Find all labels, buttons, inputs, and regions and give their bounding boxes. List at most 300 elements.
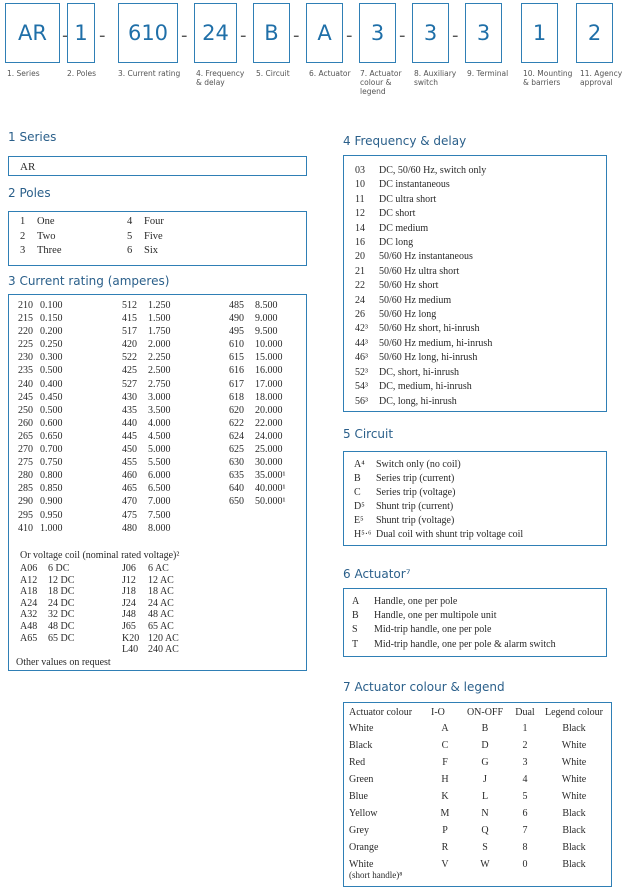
value: 65 AC xyxy=(148,620,174,632)
frequency-row xyxy=(355,250,492,264)
colour-cell: 0 xyxy=(522,859,528,870)
code-series: AR xyxy=(5,3,60,63)
value: 8.000 xyxy=(148,522,171,534)
label-actuator: 6. Actuator xyxy=(309,69,351,78)
actuator-title: 6 Actuator⁷ xyxy=(343,567,411,581)
frequency-row xyxy=(355,366,492,380)
circuit-row xyxy=(354,528,523,542)
pole-code: 2 xyxy=(20,230,26,242)
code: 620 xyxy=(229,404,244,416)
value: 5.500 xyxy=(148,457,171,469)
current-row xyxy=(122,430,171,443)
colour-cell: Grey xyxy=(349,825,369,836)
series-value: AR xyxy=(20,161,36,173)
code: 445 xyxy=(122,430,137,442)
label-auxiliary: 8. Auxiliary switch xyxy=(414,69,457,87)
code: 270 xyxy=(18,444,33,456)
pole-name: Six xyxy=(144,245,159,256)
value: 4.000 xyxy=(148,417,171,429)
current-row xyxy=(122,312,171,325)
code-separator: - xyxy=(452,25,459,46)
value: 32 DC xyxy=(48,609,75,621)
value: 50/60 Hz medium, hi-inrush xyxy=(379,337,493,349)
code: S xyxy=(352,624,358,636)
colour-cell: 5 xyxy=(522,791,528,802)
colour-cell: K xyxy=(441,791,449,802)
current-row xyxy=(18,351,63,364)
code: 517 xyxy=(122,326,137,338)
value: Dual coil with shunt trip voltage coil xyxy=(376,529,524,540)
value: 4.500 xyxy=(148,430,171,442)
value: 48 DC xyxy=(48,620,75,632)
code: 420 xyxy=(122,339,137,351)
colour-cell: White xyxy=(561,791,587,802)
code: J06 xyxy=(122,563,136,574)
colour-cell: V xyxy=(441,859,449,870)
current-row xyxy=(122,351,171,364)
value: 0.800 xyxy=(40,470,63,482)
colour-row xyxy=(349,839,609,856)
value: 30.000 xyxy=(255,457,283,469)
circuit-row xyxy=(354,500,523,514)
value: 65 DC xyxy=(48,632,75,644)
current-row xyxy=(229,443,286,456)
current-row xyxy=(229,404,286,417)
colour-cell: 6 xyxy=(522,808,528,819)
current-row xyxy=(229,417,286,430)
code: 14 xyxy=(355,222,365,234)
current-row xyxy=(229,351,286,364)
value: Mid-trip handle, one per pole & alarm switch xyxy=(374,638,556,650)
value: 120 AC xyxy=(148,632,179,644)
value: 0.850 xyxy=(40,483,63,495)
value: 6.500 xyxy=(148,483,171,495)
code: A65 xyxy=(20,632,38,644)
code: 210 xyxy=(18,300,33,311)
code: 24 xyxy=(355,294,365,306)
colour-cell: Black xyxy=(562,859,586,870)
value: 1.000 xyxy=(40,522,63,534)
circuit-row xyxy=(354,458,523,472)
value: 50/60 Hz long, hi-inrush xyxy=(379,352,478,364)
frequency-row xyxy=(355,236,492,250)
code: 435 xyxy=(122,404,137,416)
value: 0.150 xyxy=(40,313,63,325)
value: 1.750 xyxy=(148,326,171,338)
actuator-panel xyxy=(343,588,607,657)
value: Switch only (no coil) xyxy=(376,459,461,470)
value: 7.500 xyxy=(148,509,171,521)
poles-panel xyxy=(8,211,307,266)
value: DC, long, hi-inrush xyxy=(379,395,457,407)
current-row xyxy=(18,430,63,443)
value: Mid-trip handle, one per pole xyxy=(374,624,492,636)
value: 0.750 xyxy=(40,457,63,469)
value: 6 AC xyxy=(148,563,169,574)
code: J48 xyxy=(122,609,136,621)
label-colour: 7. Actuator colour & legend xyxy=(360,69,402,96)
code: 625 xyxy=(229,444,244,456)
value: 0.650 xyxy=(40,430,63,442)
colour-cell: W xyxy=(480,859,490,870)
code: 618 xyxy=(229,391,244,403)
label-current: 3. Current rating xyxy=(118,69,181,78)
circuit-row xyxy=(354,472,523,486)
value: 16.000 xyxy=(255,365,283,377)
pole-option xyxy=(127,245,158,256)
value: DC medium xyxy=(379,222,429,234)
current-row xyxy=(122,456,171,469)
value: 50/60 Hz long xyxy=(379,309,437,321)
code: A xyxy=(352,596,360,607)
value: 50/60 Hz instantaneous xyxy=(379,251,473,263)
colour-title: 7 Actuator colour & legend xyxy=(343,680,505,694)
code: 455 xyxy=(122,457,137,469)
code: B xyxy=(354,473,361,484)
code: 640 xyxy=(229,483,244,495)
code: 490 xyxy=(229,313,244,325)
value: Handle, one per multipole unit xyxy=(374,610,497,622)
colour-cell: Yellow xyxy=(349,808,378,819)
pole-code: 5 xyxy=(127,230,133,242)
colour-cell: J xyxy=(483,774,487,785)
current-row xyxy=(122,417,171,430)
voltage-row xyxy=(20,598,74,610)
value: DC, short, hi-inrush xyxy=(379,366,459,378)
current-row xyxy=(229,299,286,312)
code: 52³ xyxy=(355,366,368,378)
voltage-column-2 xyxy=(122,563,179,656)
code: 460 xyxy=(122,470,137,482)
code: 22 xyxy=(355,280,365,292)
code: 522 xyxy=(122,352,137,364)
code: 20 xyxy=(355,251,365,263)
code-separator: - xyxy=(399,25,406,46)
label-series: 1. Series xyxy=(7,69,40,78)
colour-cell: R xyxy=(441,842,449,853)
code: 245 xyxy=(18,391,33,403)
pole-option xyxy=(20,216,55,227)
value: 3.500 xyxy=(148,404,171,416)
code: 635 xyxy=(229,470,244,482)
current-row xyxy=(18,299,63,312)
colour-cell: White xyxy=(561,757,587,768)
colour-header: Dual xyxy=(515,707,535,718)
colour-cell: A xyxy=(441,723,449,734)
circuit-list xyxy=(354,458,523,542)
code-auxiliary: 3 xyxy=(412,3,449,63)
colour-cell: M xyxy=(440,808,450,819)
frequency-row xyxy=(355,351,492,365)
value: 2.500 xyxy=(148,365,171,377)
code: J12 xyxy=(122,574,136,586)
current-row xyxy=(229,456,286,469)
value: DC short xyxy=(379,208,416,220)
frequency-row xyxy=(355,279,492,293)
code-poles: 1 xyxy=(67,3,95,63)
value: Series trip (current) xyxy=(376,473,455,484)
frequency-row xyxy=(355,222,492,236)
code: 465 xyxy=(122,483,137,495)
code: 285 xyxy=(18,483,33,495)
voltage-row xyxy=(122,563,179,575)
colour-cell: White xyxy=(349,859,374,870)
value: 0.200 xyxy=(40,326,63,338)
colour-note: (short handle)⁸ xyxy=(349,870,403,880)
voltage-row xyxy=(122,633,179,645)
colour-row xyxy=(349,822,609,839)
current-row xyxy=(18,443,63,456)
value: 12 AC xyxy=(148,574,174,586)
colour-cell: 2 xyxy=(522,740,528,751)
value: 9.500 xyxy=(255,326,278,338)
current-column-3 xyxy=(229,299,286,509)
code: 470 xyxy=(122,496,137,508)
code-approval: 2 xyxy=(576,3,613,63)
code-current: 610 xyxy=(118,3,178,63)
colour-cell: Blue xyxy=(349,791,368,802)
value: 2.000 xyxy=(148,339,171,351)
value: Series trip (voltage) xyxy=(376,487,456,498)
pole-option xyxy=(127,216,164,227)
pole-name: One xyxy=(37,216,55,227)
colour-cell: Black xyxy=(562,808,586,819)
current-row xyxy=(18,391,63,404)
value: 22.000 xyxy=(255,417,283,429)
voltage-column-1 xyxy=(20,563,74,644)
series-panel xyxy=(8,156,307,176)
value: 50/60 Hz ultra short xyxy=(379,265,460,277)
colour-cell: Black xyxy=(562,842,586,853)
current-row xyxy=(18,417,63,430)
value: 35.000¹ xyxy=(255,470,286,482)
value: 1.250 xyxy=(148,300,171,311)
frequency-row xyxy=(355,337,492,351)
current-row xyxy=(122,443,171,456)
current-row xyxy=(18,509,63,522)
code: 54³ xyxy=(355,381,368,393)
current-column-1 xyxy=(18,299,63,535)
code: B xyxy=(352,610,359,622)
label-terminal: 9. Terminal xyxy=(467,69,509,78)
value: 24.000 xyxy=(255,430,283,442)
voltage-row xyxy=(20,609,74,621)
pole-option xyxy=(20,245,61,256)
current-row xyxy=(122,338,171,351)
voltage-row xyxy=(20,563,74,575)
code: 11 xyxy=(355,193,365,205)
frequency-row xyxy=(355,207,492,221)
value: 7.000 xyxy=(148,496,171,508)
code: A18 xyxy=(20,586,38,598)
frequency-row xyxy=(355,178,492,192)
value: 50.000¹ xyxy=(255,496,286,508)
colour-cell: P xyxy=(442,825,448,836)
colour-header: ON-OFF xyxy=(466,707,504,718)
current-row xyxy=(122,469,171,482)
current-footer: Other values on request xyxy=(16,657,111,668)
colour-cell: Green xyxy=(349,774,374,785)
current-row xyxy=(229,312,286,325)
circuit-panel xyxy=(343,451,607,546)
code: 235 xyxy=(18,365,33,377)
value: 25.000 xyxy=(255,444,283,456)
code: 440 xyxy=(122,417,137,429)
current-row xyxy=(229,430,286,443)
current-row xyxy=(122,509,171,522)
code: 56³ xyxy=(355,395,368,407)
code: 10 xyxy=(355,179,365,191)
value: 0.900 xyxy=(40,496,63,508)
voltage-row xyxy=(122,575,179,587)
pole-name: Five xyxy=(144,230,163,242)
code: 617 xyxy=(229,378,244,390)
value: 5.000 xyxy=(148,444,171,456)
voltage-row xyxy=(20,586,74,598)
value: 9.000 xyxy=(255,313,278,325)
current-row xyxy=(229,338,286,351)
value: 18 AC xyxy=(148,586,174,598)
value: DC, 50/60 Hz, switch only xyxy=(379,165,487,176)
code: 410 xyxy=(18,522,33,534)
code: A32 xyxy=(20,609,38,621)
colour-cell: 3 xyxy=(522,757,528,768)
current-row xyxy=(229,364,286,377)
current-row xyxy=(18,325,63,338)
colour-header: Legend colour xyxy=(544,707,604,718)
label-approval: 11. Agency approval xyxy=(580,69,623,87)
code: 03 xyxy=(355,165,365,176)
value: 18 DC xyxy=(48,586,75,598)
actuator-row xyxy=(352,623,556,637)
code: 26 xyxy=(355,309,365,321)
pole-name: Four xyxy=(144,216,164,227)
code: 295 xyxy=(18,509,33,521)
code: J24 xyxy=(122,597,136,609)
current-row xyxy=(229,482,286,495)
code: 650 xyxy=(229,496,244,508)
value: 6.000 xyxy=(148,470,171,482)
current-row xyxy=(229,325,286,338)
voltage-title: Or voltage coil (nominal rated voltage)² xyxy=(20,550,180,561)
value: 0.450 xyxy=(40,391,63,403)
current-row xyxy=(122,325,171,338)
actuator-row xyxy=(352,595,556,609)
value: 40.000¹ xyxy=(255,483,286,495)
current-row xyxy=(18,404,63,417)
code: 527 xyxy=(122,378,137,390)
current-row xyxy=(18,522,63,535)
code: 624 xyxy=(229,430,244,442)
pole-name: Two xyxy=(37,230,56,242)
pole-option xyxy=(127,231,163,242)
code: T xyxy=(352,638,359,650)
colour-row xyxy=(349,771,609,788)
code-separator: - xyxy=(346,25,353,46)
code: 430 xyxy=(122,391,137,403)
value: 0.400 xyxy=(40,378,63,390)
current-row xyxy=(18,495,63,508)
value: 0.500 xyxy=(40,404,63,416)
label-poles: 2. Poles xyxy=(67,69,96,78)
frequency-list xyxy=(355,164,492,409)
colour-cell: 1 xyxy=(522,723,528,734)
code: 425 xyxy=(122,365,137,377)
colour-row xyxy=(349,805,609,822)
code: 280 xyxy=(18,470,33,482)
colour-cell: 8 xyxy=(522,842,528,853)
frequency-row xyxy=(355,308,492,322)
current-row xyxy=(229,495,286,508)
colour-cell: 4 xyxy=(522,774,528,785)
value: Handle, one per pole xyxy=(374,596,458,607)
colour-cell: Black xyxy=(562,825,586,836)
code-separator: - xyxy=(293,25,300,46)
current-row xyxy=(122,495,171,508)
value: 48 AC xyxy=(148,609,174,621)
code-frequency: 24 xyxy=(194,3,237,63)
frequency-panel xyxy=(343,155,607,412)
value: Shunt trip (current) xyxy=(376,501,454,512)
value: 10.000 xyxy=(255,339,283,351)
code: 260 xyxy=(18,417,33,429)
current-row xyxy=(229,378,286,391)
label-frequency: 4. Frequency & delay xyxy=(196,69,245,87)
colour-row xyxy=(349,737,609,754)
code: 44³ xyxy=(355,337,368,349)
value: 0.250 xyxy=(40,339,63,351)
current-row xyxy=(122,378,171,391)
value: DC, medium, hi-inrush xyxy=(379,381,472,393)
code-actuator: A xyxy=(306,3,343,63)
colour-cell: Orange xyxy=(349,842,379,853)
value: 8.500 xyxy=(255,300,278,311)
value: 24 AC xyxy=(148,597,174,609)
circuit-title: 5 Circuit xyxy=(343,427,394,441)
pole-option xyxy=(20,231,56,242)
value: 0.500 xyxy=(40,365,63,377)
colour-cell: G xyxy=(481,757,489,768)
value: 240 AC xyxy=(148,644,179,656)
frequency-row xyxy=(355,322,492,336)
current-row xyxy=(122,482,171,495)
code: 616 xyxy=(229,365,244,377)
value: 50/60 Hz short, hi-inrush xyxy=(379,323,480,335)
colour-cell: L xyxy=(481,791,489,802)
colour-row xyxy=(349,788,609,805)
code: 622 xyxy=(229,417,244,429)
code: A06 xyxy=(20,563,38,574)
code: K20 xyxy=(122,632,140,644)
code: 495 xyxy=(229,326,244,338)
code: 225 xyxy=(18,339,33,351)
voltage-row xyxy=(122,644,179,656)
voltage-row xyxy=(122,609,179,621)
colour-cell: H xyxy=(441,774,449,785)
value: 0.950 xyxy=(40,509,63,521)
poles-title: 2 Poles xyxy=(8,186,51,200)
current-row xyxy=(122,522,171,535)
colour-header: I-O xyxy=(431,707,445,718)
code: 290 xyxy=(18,496,33,508)
value: 12 DC xyxy=(48,574,75,586)
value: 17.000 xyxy=(255,378,283,390)
current-row xyxy=(18,312,63,325)
code: 450 xyxy=(122,444,137,456)
code-colour: 3 xyxy=(359,3,396,63)
circuit-row xyxy=(354,486,523,500)
value: 2.750 xyxy=(148,378,171,390)
